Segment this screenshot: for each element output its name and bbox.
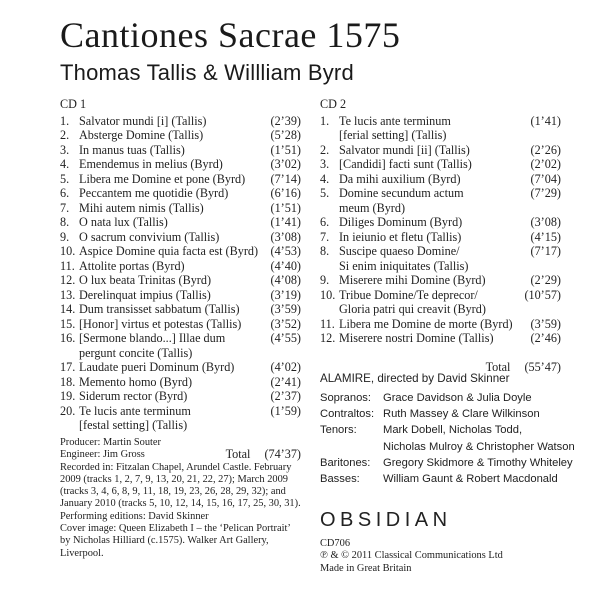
track-number: 8. (320, 244, 330, 258)
catalog-line: CD706 (320, 538, 351, 549)
performer-names: Mark Dobell, Nicholas Todd, (383, 424, 523, 437)
performer-row (320, 406, 575, 422)
track-row (320, 288, 561, 303)
credit-line: Liverpool. (60, 547, 104, 559)
cd2-total-label: Total (485, 359, 511, 374)
track-number: 7. (60, 200, 70, 215)
track-row (60, 360, 301, 375)
track-title: Peccantem me quotidie (Byrd) (79, 186, 229, 200)
track-duration: (7’14) (270, 171, 301, 186)
cd1-tracklist (60, 97, 301, 461)
track-duration: (4’40) (270, 258, 301, 273)
track-number: 14. (60, 302, 76, 316)
track-number: 19. (60, 389, 76, 403)
track-number: 3. (60, 142, 70, 157)
track-row (60, 375, 301, 390)
track-title: [Sermone blando...] Illae dum (79, 331, 226, 345)
track-number: 1. (60, 113, 70, 128)
track-row (60, 288, 301, 303)
track-number: 15. (60, 316, 76, 331)
track-row (320, 157, 561, 172)
track-duration: (3’59) (530, 316, 561, 331)
cd2-tracklist (320, 97, 561, 374)
track-duration: (4’53) (270, 244, 301, 258)
track-title: Te lucis ante terminum (339, 113, 451, 128)
track-duration: (7’04) (530, 171, 561, 186)
track-duration: (3’08) (530, 215, 561, 229)
track-row (320, 230, 561, 245)
track-title: Absterge Domine (Tallis) (79, 128, 204, 142)
track-title-continued: [festal setting] (Tallis) (79, 418, 188, 432)
track-duration: (3’59) (270, 302, 301, 316)
track-title: O sacrum convivium (Tallis) (79, 229, 220, 244)
performer-row (320, 439, 575, 455)
track-row (60, 259, 301, 274)
track-title: Memento homo (Byrd) (79, 374, 193, 389)
track-duration: (2’29) (530, 273, 561, 287)
track-number: 11. (60, 258, 75, 273)
performer-role: Contraltos: (320, 408, 375, 421)
track-title-continued: meum (Byrd) (339, 200, 406, 215)
track-duration: (4’08) (270, 273, 301, 287)
track-row (320, 186, 561, 201)
track-title: Da mihi auxilium (Byrd) (339, 171, 461, 186)
track-title: Siderum rector (Byrd) (79, 389, 188, 403)
track-duration: (2’41) (270, 374, 301, 389)
performer-role (320, 439, 383, 455)
track-title: In manus tuas (Tallis) (79, 142, 185, 157)
track-number: 1. (320, 113, 330, 128)
track-row (320, 215, 561, 230)
credit-line: Recorded in: Fitzalan Chapel, Arundel Castle. February (60, 461, 292, 473)
track-number: 5. (320, 186, 330, 200)
performer-row (320, 471, 575, 487)
cd1-heading: CD 1 (60, 97, 87, 111)
track-title: In ieiunio et fletu (Tallis) (339, 229, 462, 244)
catalog-line: Made in Great Britain (320, 562, 412, 574)
track-title-continued: [ferial setting] (Tallis) (339, 128, 447, 142)
track-row (320, 317, 561, 332)
track-number: 9. (320, 273, 330, 287)
track-number: 2. (60, 128, 70, 142)
catalog-info (320, 538, 503, 575)
track-row (60, 186, 301, 201)
track-number: 20. (60, 403, 76, 418)
catalog-line: ℗ & © 2011 Classical Communications Ltd (320, 550, 503, 562)
credit-line: January 2010 (tracks 5, 10, 12, 14, 15, 16, 17, 25, 30, 31). (60, 498, 301, 510)
track-duration: (3’19) (270, 287, 301, 302)
track-number: 17. (60, 360, 76, 374)
performer-names: Grace Davidson & Julia Doyle (383, 392, 532, 404)
track-title: [Candidi] facti sunt (Tallis) (339, 157, 472, 171)
performer-role: Basses: (320, 473, 360, 486)
track-row (60, 244, 301, 259)
track-title: [Honor] virtus et potestas (Tallis) (79, 316, 242, 331)
track-title: Salvator mundi [ii] (Tallis) (339, 142, 470, 157)
track-title: O lux beata Trinitas (Byrd) (79, 273, 212, 287)
track-row (60, 172, 301, 187)
track-title: Attolite portas (Byrd) (79, 258, 185, 273)
track-title: Libera me Domine et pone (Byrd) (79, 171, 246, 186)
track-duration: (7’29) (530, 186, 561, 200)
track-duration: (4’02) (270, 360, 301, 374)
track-row (60, 317, 301, 332)
track-number: 10. (60, 244, 76, 258)
track-duration: (5’28) (270, 128, 301, 142)
track-number: 4. (320, 171, 330, 186)
track-duration: (1’41) (530, 113, 561, 128)
ensemble-line: ALAMIRE, directed by David Skinner (320, 372, 510, 385)
track-number: 9. (60, 229, 70, 244)
track-row (60, 215, 301, 230)
track-title-continued: Gloria patri qui creavit (Byrd) (339, 302, 486, 316)
track-row (60, 331, 301, 346)
track-duration: (1’51) (270, 142, 301, 157)
track-row (320, 114, 561, 129)
cd1-total-value: (74’37) (264, 446, 301, 461)
track-number: 11. (320, 316, 335, 331)
credit-line: Engineer: Jim Gross (60, 449, 145, 461)
track-title: Aspice Domine quia facta est (Byrd) (79, 244, 259, 258)
track-number: 4. (60, 157, 70, 171)
track-duration: (7’17) (530, 244, 561, 258)
track-row (60, 114, 301, 129)
track-duration: (4’55) (270, 331, 301, 345)
track-title: Dum transisset sabbatum (Tallis) (79, 302, 240, 316)
performer-role: Tenors: (320, 424, 357, 437)
track-title: Mihi autem nimis (Tallis) (79, 200, 204, 215)
track-duration: (6’16) (270, 186, 301, 200)
track-duration: (2’46) (530, 331, 561, 345)
track-row (60, 273, 301, 288)
track-number: 10. (320, 287, 336, 302)
track-title: Suscipe quaeso Domine/ (339, 244, 460, 258)
track-duration: (10’57) (524, 287, 561, 302)
track-row (60, 230, 301, 245)
credit-line: by Nicholas Hilliard (c.1575). Walker Art Gallery, (60, 535, 269, 547)
track-row (320, 273, 561, 288)
credit-line: Producer: Martin Souter (60, 437, 161, 448)
performer-row (320, 455, 575, 471)
track-duration: (2’37) (270, 389, 301, 403)
track-row (320, 143, 561, 158)
track-row (60, 157, 301, 172)
track-row (60, 143, 301, 158)
track-number: 6. (320, 215, 330, 229)
track-duration: (1’59) (270, 403, 301, 418)
track-number: 2. (320, 142, 330, 157)
cd2-tracks (320, 114, 561, 346)
track-row (60, 389, 301, 404)
cd1-total-label: Total (225, 446, 251, 461)
track-number: 8. (60, 215, 70, 229)
track-number: 18. (60, 374, 76, 389)
track-number: 12. (320, 331, 336, 345)
track-duration: (2’26) (530, 142, 561, 157)
track-duration: (2’39) (270, 113, 301, 128)
track-duration: (3’52) (270, 316, 301, 331)
track-title: Libera me Domine de morte (Byrd) (339, 316, 513, 331)
performer-row (320, 390, 575, 406)
track-row (60, 302, 301, 317)
track-number: 3. (320, 157, 330, 171)
track-title: Te lucis ante terminum (79, 403, 191, 418)
track-row (320, 331, 561, 346)
credit-line: Performing editions: David Skinner (60, 510, 209, 522)
cd1-tracks (60, 114, 301, 433)
track-number: 7. (320, 229, 330, 244)
performer-names: Nicholas Mulroy & Christopher Watson (383, 440, 575, 453)
track-row (60, 201, 301, 216)
track-duration: (3’08) (270, 229, 301, 244)
track-title-continued: pergunt concite (Tallis) (79, 345, 193, 360)
performer-names: William Gaunt & Robert Macdonald (383, 473, 558, 486)
track-row (320, 244, 561, 259)
track-number: 5. (60, 171, 70, 186)
production-credits (60, 437, 310, 560)
track-title-continued: Si enim iniquitates (Tallis) (339, 258, 469, 273)
performer-role: Sopranos: (320, 392, 371, 404)
track-title: Laudate pueri Dominum (Byrd) (79, 360, 235, 374)
track-row (320, 172, 561, 187)
track-title: Tribue Domine/Te deprecor/ (339, 287, 478, 302)
performer-names: Ruth Massey & Clare Wilkinson (383, 408, 540, 421)
track-row (60, 128, 301, 143)
track-duration: (4’15) (530, 229, 561, 244)
track-duration: (2’02) (530, 157, 561, 171)
performer-row (320, 422, 575, 438)
track-duration: (1’51) (270, 200, 301, 215)
track-title: Derelinquat impius (Tallis) (79, 287, 211, 302)
track-number: 16. (60, 331, 76, 345)
track-title: Diliges Dominum (Byrd) (339, 215, 463, 229)
album-subtitle: Thomas Tallis & Willliam Byrd (60, 60, 354, 85)
cd2-total-value: (55’47) (524, 359, 561, 374)
track-number: 13. (60, 287, 76, 302)
credit-line: 2009 (tracks 1, 2, 7, 9, 13, 20, 21, 22, 27); March 2009 (60, 473, 288, 485)
album-title: Cantiones Sacrae 1575 (60, 15, 401, 55)
track-title: Salvator mundi [i] (Tallis) (79, 113, 207, 128)
track-number: 12. (60, 273, 76, 287)
track-title: Emendemus in melius (Byrd) (79, 157, 223, 171)
track-duration: (1’41) (270, 215, 301, 229)
performer-role: Baritones: (320, 456, 371, 469)
track-title: Miserere mihi Domine (Byrd) (339, 273, 486, 287)
track-row (60, 404, 301, 419)
track-number: 6. (60, 186, 70, 200)
performers-list (320, 390, 575, 487)
cd2-heading: CD 2 (320, 97, 347, 111)
track-title: Miserere nostri Domine (Tallis) (339, 331, 494, 345)
credit-line: Cover image: Queen Elizabeth I – the ‘Pelican Portrait’ (60, 523, 291, 535)
track-duration: (3’02) (270, 157, 301, 171)
obsidian-logo: OBSIDIAN (320, 509, 452, 531)
performer-names: Gregory Skidmore & Timothy Whiteley (383, 456, 573, 469)
track-title: O nata lux (Tallis) (79, 215, 168, 229)
track-title: Domine secundum actum (339, 186, 464, 200)
credit-line: (tracks 3, 4, 6, 8, 9, 11, 18, 19, 23, 26, 28, 29, 32); and (60, 486, 286, 498)
